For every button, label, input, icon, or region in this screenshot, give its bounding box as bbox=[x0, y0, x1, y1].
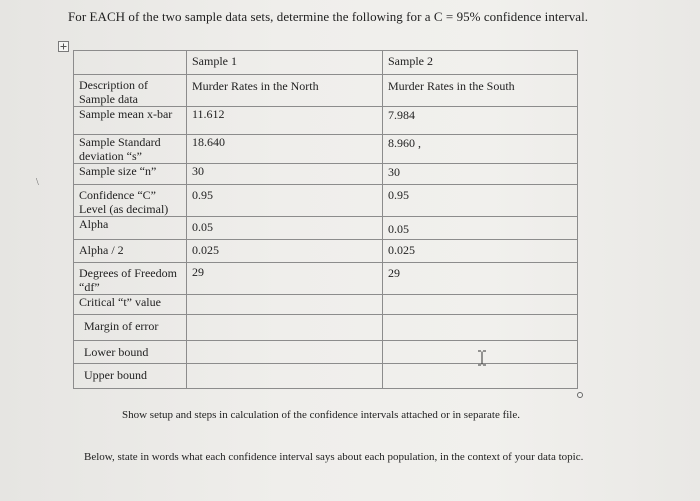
header-sample1[interactable]: Sample 1 bbox=[187, 51, 383, 75]
sample2-cell[interactable]: Murder Rates in the South bbox=[383, 75, 578, 107]
sample2-cell[interactable] bbox=[383, 315, 578, 341]
table-row bbox=[74, 107, 578, 135]
row-label[interactable]: Lower bound bbox=[74, 341, 187, 364]
sample2-cell[interactable]: 0.025 bbox=[383, 240, 578, 263]
row-label[interactable]: Upper bound bbox=[74, 364, 187, 389]
row-label[interactable]: Sample size “n” bbox=[74, 164, 187, 185]
row-label[interactable]: Alpha / 2 bbox=[74, 240, 187, 263]
row-label[interactable]: Description of Sample data bbox=[74, 75, 187, 107]
table-row bbox=[74, 263, 578, 295]
sample1-cell[interactable]: 0.025 bbox=[187, 240, 383, 263]
row-label[interactable]: Sample Standard deviation “s” bbox=[74, 135, 187, 164]
sample2-cell[interactable]: 30 bbox=[383, 164, 578, 185]
sample1-cell[interactable]: 11.612 bbox=[187, 107, 383, 135]
sample2-cell[interactable]: 8.960 , bbox=[383, 135, 578, 164]
row-label[interactable]: Confidence “C” Level (as decimal) bbox=[74, 185, 187, 217]
text-cursor-icon bbox=[476, 350, 488, 366]
row-label[interactable]: Margin of error bbox=[74, 315, 187, 341]
table-row bbox=[74, 295, 578, 315]
table-row bbox=[74, 240, 578, 263]
table-row bbox=[74, 185, 578, 217]
sample2-cell[interactable]: 0.95 bbox=[383, 185, 578, 217]
table-row bbox=[74, 164, 578, 185]
margin-mark: \ bbox=[36, 177, 39, 188]
table-row bbox=[74, 75, 578, 107]
table-row bbox=[74, 315, 578, 341]
row-label[interactable]: Degrees of Freedom “df” bbox=[74, 263, 187, 295]
sample1-cell[interactable] bbox=[187, 315, 383, 341]
table-row bbox=[74, 217, 578, 240]
interpretation-instructions: Below, state in words what each confidence interval says about each population, in the context of your data topic. bbox=[84, 451, 584, 463]
sample2-cell[interactable]: 29 bbox=[383, 263, 578, 295]
table-row bbox=[74, 364, 578, 389]
sample2-cell[interactable]: 7.984 bbox=[383, 107, 578, 135]
sample1-cell[interactable]: 18.640 bbox=[187, 135, 383, 164]
header-sample2[interactable]: Sample 2 bbox=[383, 51, 578, 75]
confidence-interval-table bbox=[73, 50, 578, 389]
plus-box-icon[interactable] bbox=[58, 41, 69, 52]
table-header-row bbox=[74, 51, 578, 75]
sample1-cell[interactable]: 29 bbox=[187, 263, 383, 295]
sample1-cell[interactable]: Murder Rates in the North bbox=[187, 75, 383, 107]
row-label[interactable]: Alpha bbox=[74, 217, 187, 240]
table-resize-handle[interactable] bbox=[577, 392, 583, 398]
header-blank-cell[interactable] bbox=[74, 51, 187, 75]
sample2-cell[interactable]: 0.05 bbox=[383, 217, 578, 240]
sample1-cell[interactable]: 0.95 bbox=[187, 185, 383, 217]
sample2-cell[interactable] bbox=[383, 295, 578, 315]
table-row bbox=[74, 341, 578, 364]
sample1-cell[interactable] bbox=[187, 295, 383, 315]
sample2-cell[interactable] bbox=[383, 364, 578, 389]
row-label[interactable]: Critical “t” value bbox=[74, 295, 187, 315]
sample1-cell[interactable]: 30 bbox=[187, 164, 383, 185]
sample1-cell[interactable] bbox=[187, 364, 383, 389]
table-row bbox=[74, 135, 578, 164]
row-label[interactable]: Sample mean x-bar bbox=[74, 107, 187, 135]
sample1-cell[interactable] bbox=[187, 341, 383, 364]
setup-instructions: Show setup and steps in calculation of the confidence intervals attached or in separate file. bbox=[122, 409, 520, 421]
sample1-cell[interactable]: 0.05 bbox=[187, 217, 383, 240]
instructions-text: For EACH of the two sample data sets, determine the following for a C = 95% confidence interval. bbox=[68, 9, 589, 24]
